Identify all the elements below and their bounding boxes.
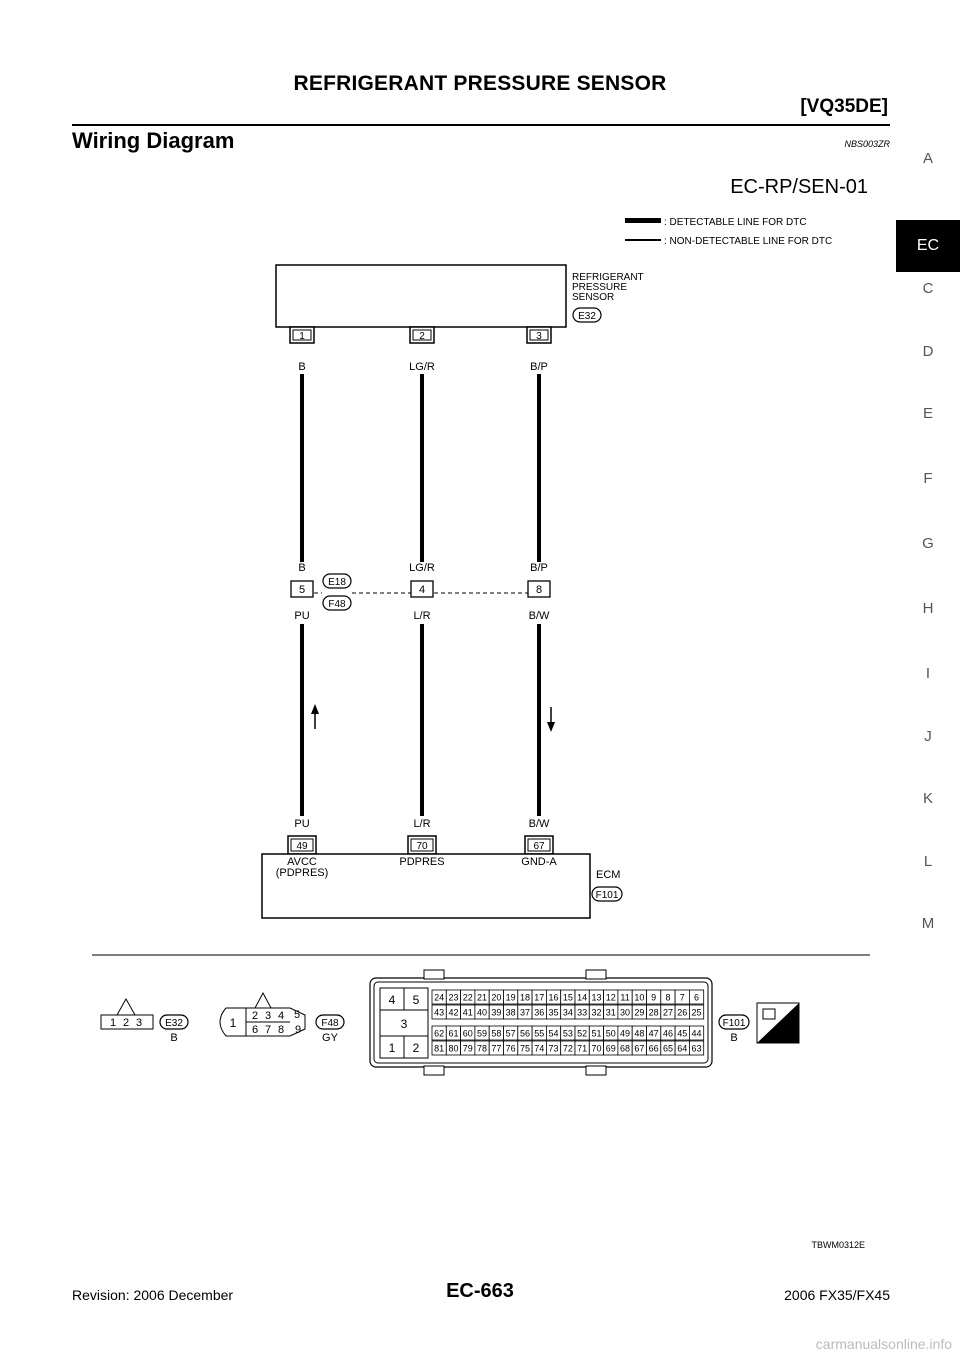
ecm-terminal-label: AVCC — [287, 856, 317, 868]
upper-wire-color: LG/R — [409, 361, 435, 373]
f101-view-pin: 66 — [648, 1043, 659, 1054]
f48-view-pin: 7 — [264, 1024, 272, 1036]
f101-view-pin: 12 — [605, 992, 616, 1003]
f101-view-latch — [424, 970, 444, 979]
f48-view-pin: 4 — [277, 1010, 285, 1022]
f101-view-pin: 60 — [462, 1028, 473, 1039]
section-code: NBS003ZR — [844, 139, 890, 149]
f101-view-pin: 31 — [605, 1007, 616, 1018]
f48-view-tag-label: F48 — [321, 1018, 339, 1029]
f101-view-pin: 54 — [548, 1028, 559, 1039]
f101-view-pin: 23 — [448, 992, 459, 1003]
f101-view-block-pin: 2 — [412, 1041, 420, 1055]
side-index-g[interactable]: G — [922, 535, 934, 552]
f101-view-pin: 9 — [651, 992, 657, 1003]
ecm-pin-number: 67 — [533, 841, 545, 852]
f101-view-pin: 11 — [620, 992, 630, 1003]
f101-view-pin: 55 — [534, 1028, 545, 1039]
side-index-a[interactable]: A — [922, 150, 933, 167]
f101-view-color: B — [730, 1032, 738, 1044]
f101-view-block-pin: 5 — [412, 993, 420, 1007]
side-index-m[interactable]: M — [921, 915, 935, 932]
f101-view-pin: 71 — [577, 1043, 588, 1054]
f101-view-pin: 14 — [577, 992, 588, 1003]
f101-view-pin: 81 — [434, 1043, 445, 1054]
f101-view-pin: 27 — [662, 1007, 673, 1018]
f101-view-pin: 41 — [462, 1007, 473, 1018]
f101-view-pin: 36 — [534, 1007, 545, 1018]
side-index-e[interactable]: E — [922, 405, 933, 422]
f101-view-pin: 69 — [605, 1043, 616, 1054]
side-index-l[interactable]: L — [923, 853, 933, 870]
f48-view-pin: 2 — [251, 1010, 259, 1022]
f48-view-pin: 8 — [277, 1024, 285, 1036]
f101-view-pin: 26 — [677, 1007, 688, 1018]
figure-code: TBWM0312E — [811, 1240, 865, 1250]
ecm-pin-number: 70 — [416, 841, 428, 852]
joint-connector-top-tag-label: E18 — [328, 577, 346, 588]
f101-view-pin: 53 — [562, 1028, 573, 1039]
f101-view-block-pin: 4 — [388, 993, 396, 1007]
ecm-wire-color: PU — [294, 818, 310, 830]
f101-view-pin: 32 — [591, 1007, 602, 1018]
f101-view-pin: 57 — [505, 1028, 516, 1039]
f101-view-pin: 45 — [677, 1028, 688, 1039]
joint-lower-color: PU — [294, 610, 310, 622]
f101-view-pin: 25 — [691, 1007, 702, 1018]
f101-view-pin: 28 — [648, 1007, 659, 1018]
f101-view-pin: 64 — [677, 1043, 688, 1054]
f101-view-pin: 76 — [505, 1043, 516, 1054]
f48-view-pin: 6 — [251, 1024, 259, 1036]
ecm-terminal-label: GND-A — [521, 856, 557, 868]
signal-arrow-up-head — [311, 704, 319, 714]
f101-view-pin: 44 — [691, 1028, 702, 1039]
side-index-c[interactable]: C — [922, 280, 934, 297]
f101-view-tag-label: F101 — [722, 1018, 746, 1029]
e32-view-pin: 3 — [135, 1017, 143, 1029]
f48-view-color: GY — [322, 1032, 338, 1044]
joint-upper-color: B/P — [530, 562, 548, 574]
f101-view-pin: 17 — [534, 992, 545, 1003]
f101-view-pin: 78 — [477, 1043, 488, 1054]
legend-detectable-swatch — [625, 218, 661, 223]
side-index-i[interactable]: I — [925, 665, 931, 682]
f101-view-pin: 72 — [562, 1043, 573, 1054]
f101-view-pin: 16 — [548, 992, 559, 1003]
f101-view-pin: 10 — [634, 992, 645, 1003]
f101-view-pin: 20 — [491, 992, 502, 1003]
f101-view-pin: 40 — [477, 1007, 488, 1018]
side-index-h[interactable]: H — [922, 600, 934, 617]
f48-view-pin: 5 — [293, 1009, 301, 1021]
f101-view-pin: 70 — [591, 1043, 602, 1054]
f101-view-latch — [586, 1066, 606, 1075]
f101-view-pin: 65 — [662, 1043, 673, 1054]
sensor-box — [276, 265, 566, 327]
sensor-label-line: REFRIGERANT — [572, 272, 644, 283]
f101-view-pin: 74 — [534, 1043, 545, 1054]
f101-view-pin: 6 — [694, 992, 700, 1003]
f48-view-pin: 1 — [229, 1016, 237, 1030]
e32-view-color: B — [170, 1032, 178, 1044]
f48-view-pin: 3 — [264, 1010, 272, 1022]
f101-view-pin: 58 — [491, 1028, 502, 1039]
f101-view-pin: 19 — [505, 992, 516, 1003]
f101-view-pin: 46 — [662, 1028, 673, 1039]
footer-revision: Revision: 2006 December — [72, 1287, 234, 1303]
f101-view-pin: 80 — [448, 1043, 459, 1054]
ecm-terminal-label: PDPRES — [399, 856, 445, 868]
f101-view-pin: 38 — [505, 1007, 516, 1018]
f101-view-pin: 79 — [462, 1043, 473, 1054]
f101-view-pin: 73 — [548, 1043, 559, 1054]
f101-view-block-pin: 1 — [388, 1041, 396, 1055]
hs-symbol-label: H.S. — [777, 1032, 797, 1043]
f101-view-pin: 49 — [620, 1028, 631, 1039]
sensor-pin-number: 3 — [536, 331, 542, 342]
ecm-wire-color: L/R — [413, 818, 431, 830]
joint-pin-number: 4 — [418, 584, 426, 596]
e32-view-pin: 1 — [109, 1017, 117, 1029]
page-title: REFRIGERANT PRESSURE SENSOR — [293, 72, 667, 95]
footer-model: 2006 FX35/FX45 — [784, 1287, 890, 1303]
f101-view-pin: 48 — [634, 1028, 645, 1039]
joint-lower-color: L/R — [413, 610, 431, 622]
f101-view-latch — [424, 1066, 444, 1075]
f101-view-pin: 7 — [679, 992, 685, 1003]
sensor-connector-tag-label: E32 — [578, 311, 596, 322]
f101-view-pin: 50 — [605, 1028, 616, 1039]
joint-pin-number: 5 — [298, 584, 306, 596]
f101-view-pin: 33 — [577, 1007, 588, 1018]
legend-non-detectable-text: : NON-DETECTABLE LINE FOR DTC — [664, 236, 833, 247]
ecm-connector-tag-label: F101 — [595, 890, 619, 901]
f101-view-pin: 8 — [665, 992, 671, 1003]
f101-view-pin: 34 — [562, 1007, 573, 1018]
f101-view-pin: 68 — [620, 1043, 631, 1054]
f101-view-pin: 24 — [434, 992, 445, 1003]
e32-view-pin: 2 — [122, 1017, 130, 1029]
e32-view-tag-label: E32 — [165, 1018, 183, 1029]
f101-view-pin: 42 — [448, 1007, 459, 1018]
sensor-pin-number: 2 — [419, 331, 425, 342]
f101-view-pin: 51 — [591, 1028, 602, 1039]
f101-view-pin: 59 — [477, 1028, 488, 1039]
upper-wire-color: B — [298, 361, 306, 373]
engine-code: [VQ35DE] — [800, 96, 888, 117]
f101-view-pin: 62 — [434, 1028, 445, 1039]
side-index-j[interactable]: J — [924, 728, 932, 745]
f101-view-pin: 13 — [591, 992, 602, 1003]
f101-view-pin: 18 — [519, 992, 530, 1003]
f101-view-pin: 47 — [648, 1028, 659, 1039]
upper-wire-color: B/P — [530, 361, 548, 373]
joint-lower-color: B/W — [528, 610, 550, 622]
f101-view-pin: 56 — [519, 1028, 530, 1039]
f101-view-pin: 37 — [519, 1007, 530, 1018]
ecm-terminal-label: (PDPRES) — [275, 867, 329, 879]
joint-pin-number: 8 — [535, 584, 543, 596]
joint-upper-color: LG/R — [409, 562, 435, 574]
watermark: carmanualsonline.info — [815, 1336, 952, 1352]
signal-arrow-down-head — [547, 722, 555, 732]
f48-view-key — [255, 993, 271, 1008]
side-index-d[interactable]: D — [922, 343, 934, 360]
f101-view-pin: 39 — [491, 1007, 502, 1018]
joint-connector-bottom-tag-label: F48 — [328, 599, 346, 610]
joint-upper-color: B — [298, 562, 306, 574]
f101-view-pin: 67 — [634, 1043, 645, 1054]
f101-view-pin: 35 — [548, 1007, 559, 1018]
f101-view-pin: 30 — [620, 1007, 631, 1018]
section-title: Wiring Diagram — [72, 128, 235, 153]
f101-view-pin: 61 — [448, 1028, 459, 1039]
f101-view-pin: 52 — [577, 1028, 588, 1039]
f101-view-latch — [586, 970, 606, 979]
f48-view-pin: 9 — [294, 1024, 302, 1036]
ecm-wire-color: B/W — [528, 818, 550, 830]
f101-view-pin: 77 — [491, 1043, 502, 1054]
f101-view-pin: 15 — [562, 992, 573, 1003]
f101-view-pin: 43 — [434, 1007, 445, 1018]
legend-detectable-text: : DETECTABLE LINE FOR DTC — [664, 217, 807, 228]
side-index-ec[interactable]: EC — [896, 220, 960, 272]
f101-view-pin: 22 — [462, 992, 473, 1003]
sensor-label-line: PRESSURE — [572, 282, 628, 293]
ecm-label: ECM — [596, 869, 621, 881]
f101-view-pin: 75 — [519, 1043, 530, 1054]
e32-view-key — [117, 999, 135, 1015]
ecm-pin-number: 49 — [296, 841, 308, 852]
diagram-code: EC-RP/SEN-01 — [730, 176, 868, 198]
f101-view-block-pin: 3 — [400, 1017, 408, 1031]
sensor-pin-number: 1 — [299, 331, 305, 342]
footer-page-number: EC-663 — [446, 1280, 514, 1302]
side-index-k[interactable]: K — [922, 790, 933, 807]
side-index-f[interactable]: F — [923, 470, 933, 487]
legend-non-detectable-swatch — [625, 239, 661, 241]
f101-view-pin: 21 — [477, 992, 488, 1003]
sensor-label-line: SENSOR — [572, 292, 615, 303]
f101-view-pin: 63 — [691, 1043, 702, 1054]
f101-view-pin: 29 — [634, 1007, 645, 1018]
